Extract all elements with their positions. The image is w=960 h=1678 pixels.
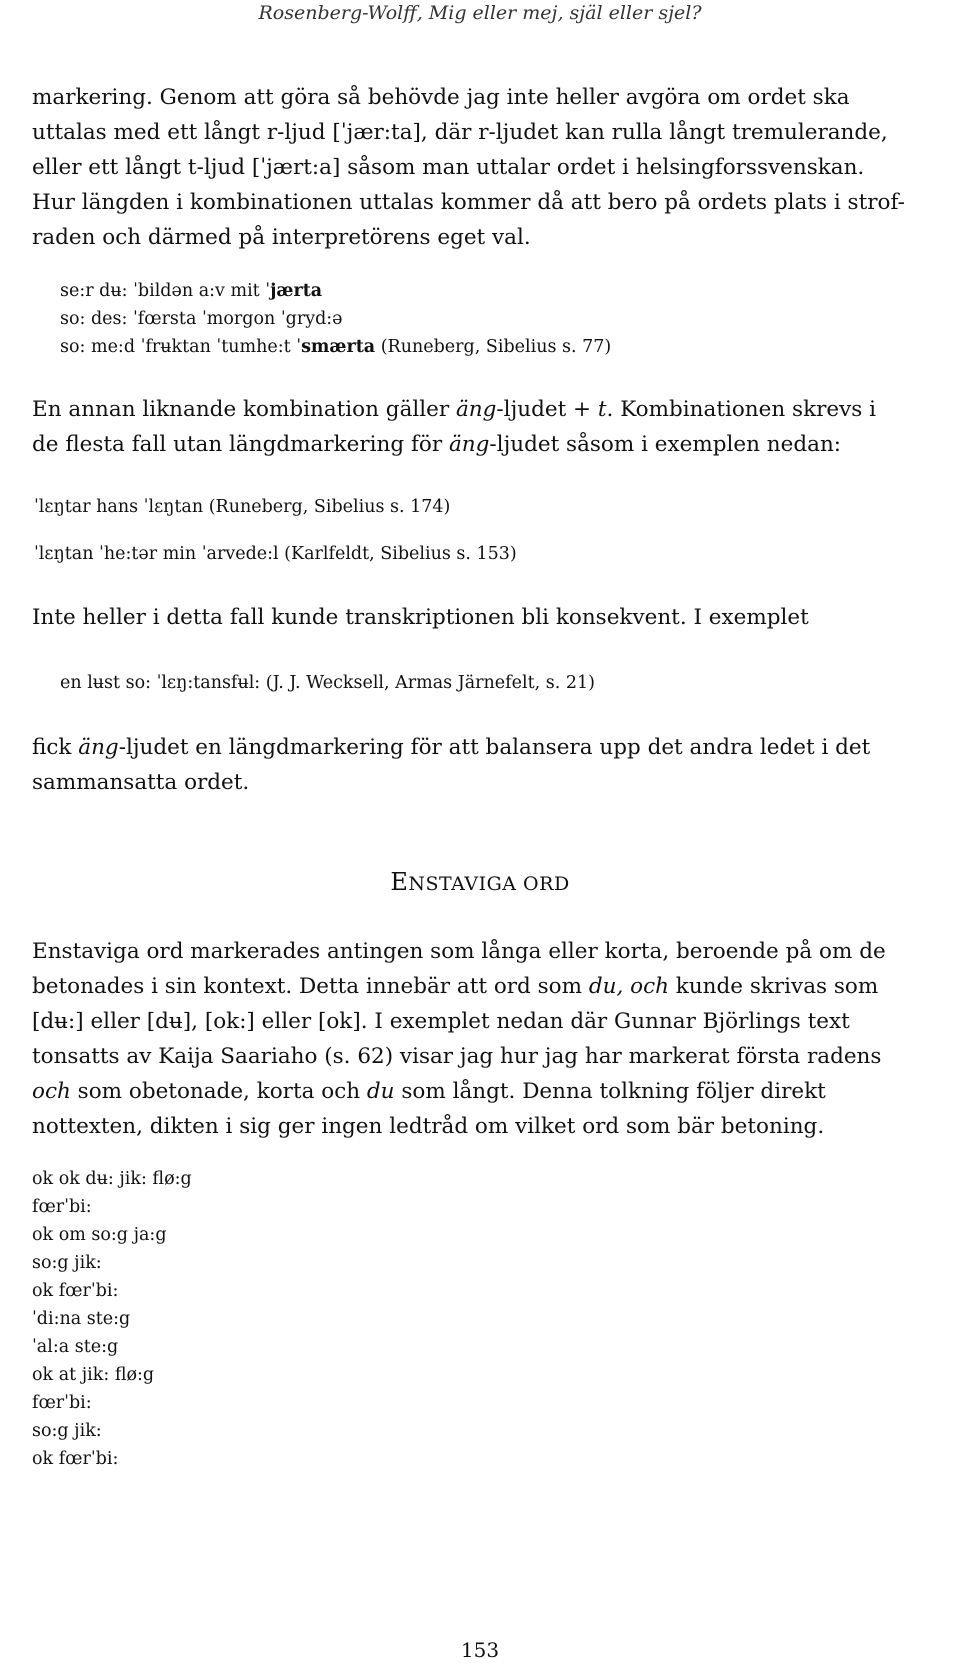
poem-line: ok fœrˈbi: bbox=[32, 1449, 119, 1469]
paragraph-line: Hur längden i kombinationen uttalas kommer då att bero på ordets plats i strof- bbox=[32, 190, 905, 215]
running-header: Rosenberg-Wolff, Mig eller mej, själ eller sjel? bbox=[258, 2, 702, 24]
transcription-example-1 bbox=[60, 277, 611, 361]
paragraph-3 bbox=[32, 600, 932, 635]
transcription-line: se:r dʉ: ˈbildən a:v mit ˈ bbox=[60, 281, 271, 301]
paragraph-line: [dʉ:] eller [dʉ], [ok:] eller [ok]. I exemplet nedan där Gunnar Björlings text bbox=[32, 1009, 850, 1034]
paragraph-line: markering. Genom att göra så behövde jag inte heller avgöra om ordet ska bbox=[32, 85, 850, 110]
paragraph-line: uttalas med ett långt r-ljud [ˈjær:ta], där r-ljudet kan rulla långt tremulerande, bbox=[32, 120, 888, 145]
paragraph-line: tonsatts av Kaija Saariaho (s. 62) visar jag hur jag har markerat första radens bbox=[32, 1044, 882, 1069]
transcription-line: ˈlɛŋtan ˈhe:tər min ˈarvede:l (Karlfeldt, Sibelius s. 153) bbox=[34, 544, 517, 564]
poem-line: so:g jik: bbox=[32, 1421, 102, 1441]
source-citation: (Runeberg, Sibelius s. 77) bbox=[375, 337, 612, 357]
poem-line: ˈdi:na ste:g bbox=[32, 1309, 131, 1329]
paragraph-line: eller ett långt t-ljud [ˈjært:a] såsom man uttalar ordet i helsingforssvenskan. bbox=[32, 155, 865, 180]
poem-line: fœrˈbi: bbox=[32, 1393, 92, 1413]
paragraph-2 bbox=[32, 392, 932, 462]
poem-line: ˈal:a ste:g bbox=[32, 1337, 119, 1357]
stressed-word: jærta bbox=[270, 281, 323, 301]
paragraph-5 bbox=[32, 934, 932, 1144]
transcription-line: so: des: ˈfœrsta ˈmorgon ˈgryd:ə bbox=[60, 309, 343, 329]
poem-line: fœrˈbi: bbox=[32, 1197, 92, 1217]
poem-line: ok om so:g ja:g bbox=[32, 1225, 167, 1245]
paragraph-line: och som obetonade, korta och du som långt. Denna tolkning följer direkt bbox=[32, 1079, 826, 1104]
transcription-example-2 bbox=[34, 493, 450, 521]
stressed-word: smærta bbox=[301, 337, 376, 357]
paragraph-line: raden och därmed på interpretörens eget val. bbox=[32, 225, 531, 250]
paragraph-1 bbox=[32, 80, 932, 255]
poem-line: ok ok dʉ: jik: flø:g bbox=[32, 1169, 192, 1189]
paragraph-line: de flesta fall utan längdmarkering för äng-ljudet såsom i exemplen nedan: bbox=[32, 432, 842, 457]
transcription-line: en lʉst so: ˈlɛŋ:tansfʉl: (J. J. Wecksell, Armas Järnefelt, s. 21) bbox=[60, 673, 595, 693]
paragraph-line: nottexten, dikten i sig ger ingen ledtråd om vilket ord som bär betoning. bbox=[32, 1114, 825, 1139]
poem-transcription bbox=[32, 1165, 192, 1473]
paragraph-line: Inte heller i detta fall kunde transkriptionen bli konsekvent. I exemplet bbox=[32, 605, 809, 630]
transcription-line: so: me:d ˈfrʉktan ˈtumhe:t ˈ bbox=[60, 337, 302, 357]
transcription-line: ˈlɛŋtar hans ˈlɛŋtan (Runeberg, Sibelius s. 174) bbox=[34, 497, 451, 517]
transcription-example-2b bbox=[34, 540, 517, 568]
paragraph-line: fick äng-ljudet en längdmarkering för att balansera upp det andra ledet i det bbox=[32, 735, 871, 760]
paragraph-line: En annan liknande kombination gäller äng-ljudet + t. Kombinationen skrevs i bbox=[32, 397, 876, 422]
paragraph-line: betonades i sin kontext. Detta innebär att ord som du, och kunde skrivas som bbox=[32, 974, 879, 999]
poem-line: ok at jik: flø:g bbox=[32, 1365, 155, 1385]
poem-line: so:g jik: bbox=[32, 1253, 102, 1273]
paragraph-line: sammansatta ordet. bbox=[32, 770, 250, 795]
page-number: 153 bbox=[460, 1638, 500, 1662]
paragraph-line: Enstaviga ord markerades antingen som långa eller korta, beroende på om de bbox=[32, 939, 886, 964]
section-heading: ENSTAVIGA ORD bbox=[390, 868, 570, 896]
paragraph-4 bbox=[32, 730, 932, 800]
poem-line: ok fœrˈbi: bbox=[32, 1281, 119, 1301]
transcription-example-3 bbox=[60, 669, 595, 697]
